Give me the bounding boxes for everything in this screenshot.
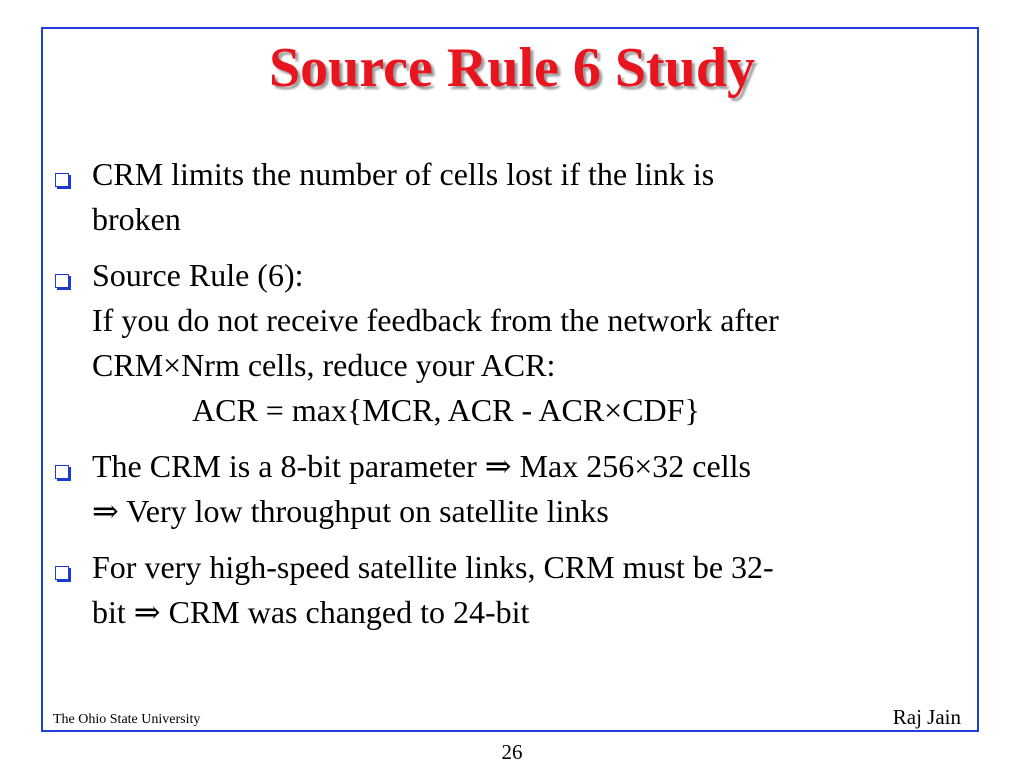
bullet-list bbox=[55, 152, 955, 646]
bullet-line: For very high-speed satellite links, CRM must be 32- bbox=[92, 549, 774, 585]
bullet-line: If you do not receive feedback from the network after bbox=[92, 302, 779, 338]
bullet-line: ⇒ Very low throughput on satellite links bbox=[92, 493, 609, 529]
bullet-line: CRM×Nrm cells, reduce your ACR: bbox=[92, 347, 556, 383]
bullet-item bbox=[55, 152, 955, 242]
bullet-line: CRM limits the number of cells lost if the link is bbox=[92, 156, 715, 192]
footer-author: Raj Jain bbox=[892, 705, 961, 729]
square-bullet-icon bbox=[55, 465, 69, 479]
footer-university: The Ohio State University bbox=[53, 712, 201, 727]
bullet-item bbox=[55, 253, 955, 433]
bullet-line: broken bbox=[92, 201, 181, 237]
bullet-line: The CRM is a 8-bit parameter ⇒ Max 256×32 cells bbox=[92, 448, 751, 484]
bullet-line: bit ⇒ CRM was changed to 24-bit bbox=[92, 594, 530, 630]
page-number: 26 bbox=[501, 740, 523, 764]
square-bullet-icon bbox=[55, 173, 69, 187]
bullet-item bbox=[55, 444, 955, 534]
square-bullet-icon bbox=[55, 566, 69, 580]
square-bullet-icon bbox=[55, 274, 69, 288]
bullet-item bbox=[55, 545, 955, 635]
bullet-line: Source Rule (6): bbox=[92, 257, 304, 293]
slide-title: Source Rule 6 Study bbox=[269, 37, 755, 99]
acr-formula: ACR = max{MCR, ACR - ACR×CDF} bbox=[192, 392, 700, 428]
